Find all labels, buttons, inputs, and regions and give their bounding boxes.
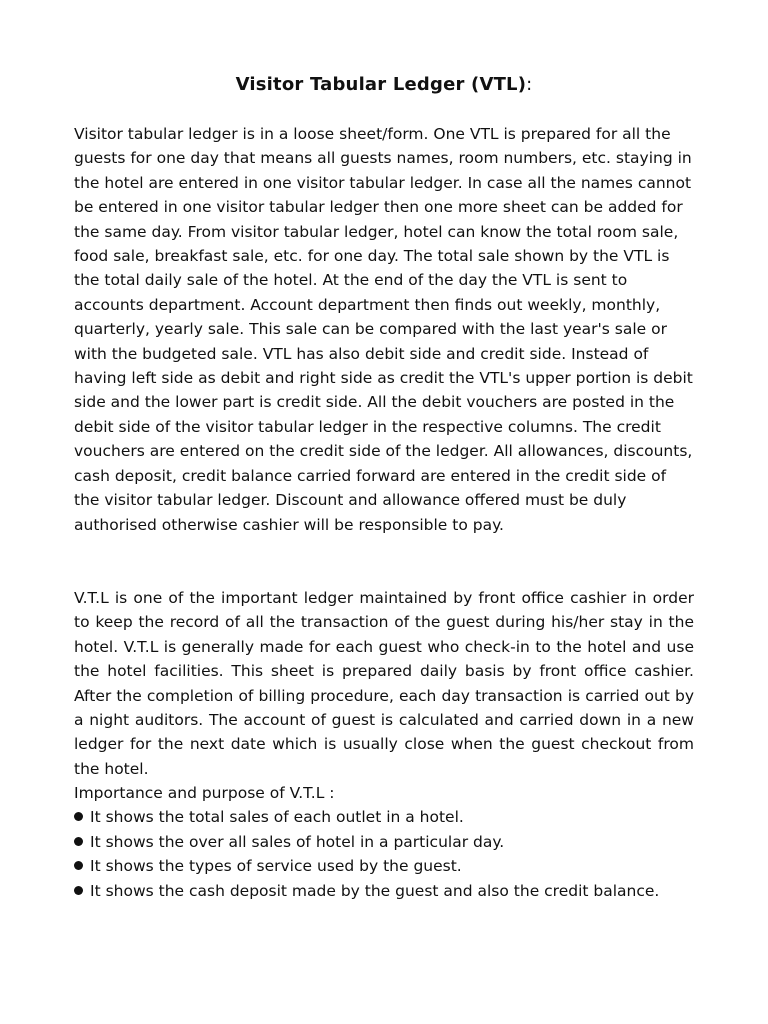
- list-item: [74, 854, 694, 878]
- document-title-colon: :: [526, 74, 533, 95]
- importance-section: [74, 781, 694, 903]
- document-title: [0, 74, 768, 95]
- bullet-icon: [74, 812, 83, 821]
- bullet-icon: [74, 886, 83, 895]
- list-item: [74, 830, 694, 854]
- list-item-text: It shows the total sales of each outlet in a hotel.: [90, 808, 464, 827]
- list-item-text: It shows the types of service used by the guest.: [90, 857, 462, 876]
- paragraph-vtl-description: Visitor tabular ledger is in a loose sheet/form. One VTL is prepared for all the guests for one day that means all guests names, room numbers, etc. staying in the hotel are entered in one visitor tabular ledger. In case all the names cannot be entered in one visitor tabular ledger then one more sheet can be added for the same day. From visitor tabular ledger, hotel can know the total room sale, food sale, breakfast sale, etc. for one day. The total sale shown by the VTL is the total daily sale of the hotel. At the end of the day the VTL is sent to accounts department. Account department then finds out weekly, monthly, quarterly, yearly sale. This sale can be compared with the last year's sale or with the budgeted sale. VTL has also debit side and credit side. Instead of having left side as debit and right side as credit the VTL's upper portion is debit side and the lower part is credit side. All the debit vouchers are posted in the debit side of the visitor tabular ledger in the respective columns. The credit vouchers are entered on the credit side of the ledger. All allowances, discounts, cash deposit, credit balance carried forward are entered in the credit side of the visitor tabular ledger. Discount and allowance offered must be duly authorised otherwise cashier will be responsible to pay.: [74, 125, 693, 534]
- document-title-text: Visitor Tabular Ledger (VTL): [235, 74, 527, 95]
- list-item-text: It shows the over all sales of hotel in a particular day.: [90, 832, 505, 851]
- list-item: [74, 879, 694, 903]
- list-item: [74, 805, 694, 829]
- paragraph-vtl-purpose: V.T.L is one of the important ledger maintained by front office cashier in order to keep the record of all the transaction of the guest during his/her stay in the hotel. V.T.L is generally made for each guest who check-in to the hotel and use the hotel facilities. This sheet is prepared daily basis by front office cashier. After the completion of billing procedure, each day transaction is carried out by a night auditors. The account of guest is calculated and carried down in a new ledger for the next date which is usually close when the guest checkout from the hotel.: [74, 589, 694, 778]
- importance-heading: Importance and purpose of V.T.L :: [74, 784, 335, 802]
- bullet-icon: [74, 861, 83, 870]
- list-item-text: It shows the cash deposit made by the guest and also the credit balance.: [90, 881, 660, 900]
- importance-list: [74, 805, 694, 903]
- bullet-icon: [74, 837, 83, 846]
